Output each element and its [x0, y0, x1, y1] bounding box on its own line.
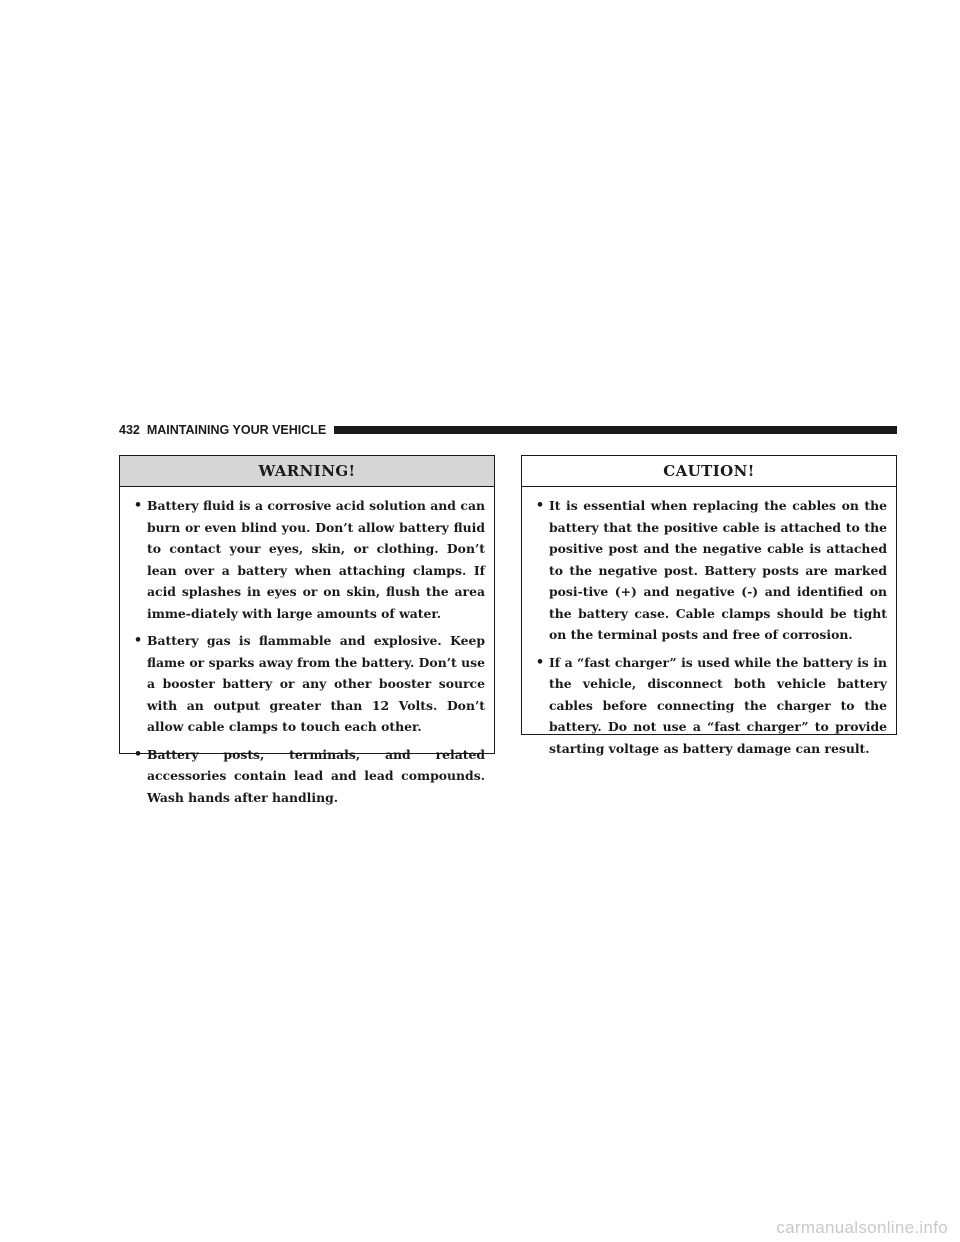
caution-body: [522, 487, 896, 759]
bullet-icon: •: [535, 654, 545, 670]
warning-item-text: Battery posts, terminals, and related accessories contain lead and lead compounds. Wash hands after handling.: [147, 746, 485, 805]
caution-item-text: If a “fast charger” is used while the battery is in the vehicle, disconnect both vehicle battery cables before connecting the charger to the battery. Do not use a “fast charger” to provide starting voltage as battery damage can result.: [549, 654, 887, 756]
caution-title: CAUTION!: [522, 456, 896, 487]
caution-item-text: It is essential when replacing the cables on the battery that the positive cable is attached to the positive post and the negative cable is attached to the negative post. Battery posts are marked posi-tive (+) and negative (-) and identified on the battery case. Cable clamps should be tight on the terminal posts and free of corrosion.: [549, 498, 887, 642]
watermark-text: carmanualsonline.info: [776, 1218, 948, 1237]
warning-item: [129, 495, 485, 624]
bullet-icon: •: [133, 746, 143, 762]
warning-item-text: Battery gas is flammable and explosive. Keep flame or sparks away from the battery. Don’t use a booster battery or any other booster source with an output greater than 12 Volts. Don’t allow cable clamps to touch each other.: [147, 633, 485, 734]
warning-item-text: Battery fluid is a corrosive acid solution and can burn or even blind you. Don’t allow battery fluid to contact your eyes, skin, or clothing. Don’t lean over a battery when attaching clamps. If acid splashes in eyes or on skin, flush the area imme-diately with large amounts of water.: [147, 498, 485, 621]
warning-box: [119, 455, 495, 805]
caution-box: [521, 455, 897, 756]
caution-item: [531, 495, 887, 646]
bullet-icon: •: [535, 498, 545, 513]
bullet-icon: •: [133, 498, 143, 513]
caution-item: [531, 652, 887, 760]
warning-body: [120, 487, 494, 808]
section-title: MAINTAINING YOUR VEHICLE: [146, 423, 327, 437]
warning-item: [129, 630, 485, 738]
bullet-icon: •: [133, 633, 143, 648]
warning-item: [129, 744, 485, 809]
header-rule: [334, 426, 897, 434]
page-header: [119, 422, 897, 438]
page-number: 432: [119, 423, 140, 437]
warning-title: WARNING!: [120, 456, 494, 487]
